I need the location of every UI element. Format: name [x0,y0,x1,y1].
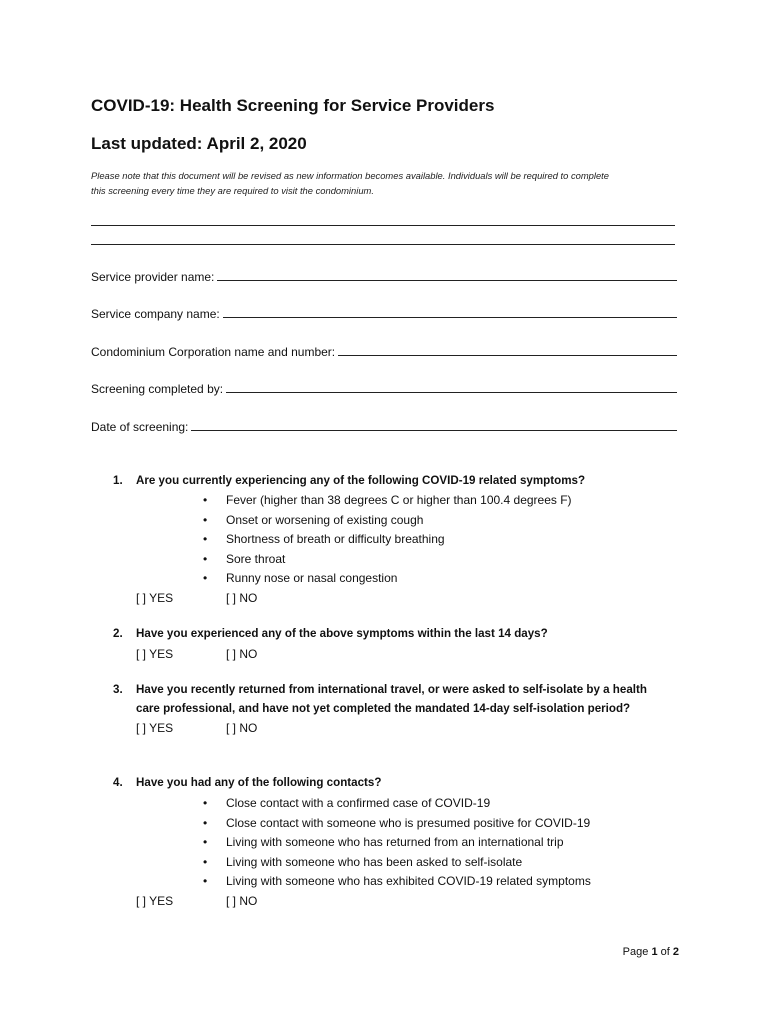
of-label: of [660,946,670,958]
service-company-name-field[interactable] [91,303,677,321]
bullet-icon: • [203,571,208,585]
last-updated: Last updated: April 2, 2020 [91,134,307,153]
note-line-1: Please note that this document will be revised as new information becomes available. Individuals will be required to complete [91,170,609,181]
notes-line-1 [91,225,675,226]
notes-line-2 [91,244,675,245]
bullet-icon: • [203,532,208,546]
question-4-number: 4. [113,776,123,789]
question-2-text: Have you experienced any of the above symptoms within the last 14 days? [136,627,548,640]
question-1-no-checkbox[interactable]: [ ] NO [226,591,258,605]
contact-item: Living with someone who has returned from an international trip [226,835,564,849]
question-2-no-checkbox[interactable]: [ ] NO [226,647,258,661]
service-provider-name-line[interactable] [217,280,677,281]
question-2-yes-checkbox[interactable]: [ ] YES [136,647,174,661]
bullet-icon: • [203,513,208,527]
symptom-item: Runny nose or nasal congestion [226,571,398,585]
current-page: 1 [651,946,658,958]
question-3-number: 3. [113,683,123,696]
service-provider-name-field[interactable] [91,266,677,284]
bullet-icon: • [203,796,208,810]
contact-item: Close contact with a confirmed case of COVID-19 [226,796,491,810]
bullet-icon: • [203,493,208,507]
date-of-screening-line[interactable] [191,430,677,431]
page-label: Page [622,946,649,958]
screening-completed-by-label: Screening completed by: [91,382,224,396]
contact-item: Close contact with someone who is presumed positive for COVID-19 [226,816,591,830]
symptom-item: Shortness of breath or difficulty breathing [226,532,445,546]
bullet-icon: • [203,874,208,888]
condo-corporation-label: Condominium Corporation name and number: [91,345,336,359]
question-3-text-line-2: care professional, and have not yet completed the mandated 14-day self-isolation period? [136,702,631,715]
question-1-text: Are you currently experiencing any of the following COVID-19 related symptoms? [136,474,586,487]
bullet-icon: • [203,816,208,830]
date-of-screening-field[interactable] [91,416,677,434]
condo-corporation-field[interactable] [91,341,677,359]
contact-item: Living with someone who has been asked to self-isolate [226,855,523,869]
condo-corporation-line[interactable] [338,355,677,356]
question-1-number: 1. [113,474,123,487]
date-of-screening-label: Date of screening: [91,420,189,434]
note-line-2: this screening every time they are required to visit the condominium. [91,185,374,196]
contact-item: Living with someone who has exhibited COVID-19 related symptoms [226,874,591,888]
question-3-no-checkbox[interactable]: [ ] NO [226,721,258,735]
bullet-icon: • [203,855,208,869]
question-4-text: Have you had any of the following contacts? [136,776,382,789]
screening-completed-by-field[interactable] [91,378,677,396]
screening-completed-by-line[interactable] [226,392,677,393]
question-3-yes-checkbox[interactable]: [ ] YES [136,721,174,735]
symptom-item: Fever (higher than 38 degrees C or higher than 100.4 degrees F) [226,493,572,507]
question-4-yes-checkbox[interactable]: [ ] YES [136,894,174,908]
bullet-icon: • [203,835,208,849]
service-company-name-line[interactable] [223,317,677,318]
document-title: COVID-19: Health Screening for Service Providers [91,96,495,115]
question-4-no-checkbox[interactable]: [ ] NO [226,894,258,908]
symptom-item: Onset or worsening of existing cough [226,513,424,527]
question-2-number: 2. [113,627,123,640]
bullet-icon: • [203,552,208,566]
service-company-name-label: Service company name: [91,307,220,321]
symptom-item: Sore throat [226,552,286,566]
question-1-yes-checkbox[interactable]: [ ] YES [136,591,174,605]
page-number [623,946,679,958]
total-pages: 2 [672,946,679,958]
question-3-text-line-1: Have you recently returned from international travel, or were asked to self-isolate by a health [136,683,647,696]
service-provider-name-label: Service provider name: [91,270,215,284]
